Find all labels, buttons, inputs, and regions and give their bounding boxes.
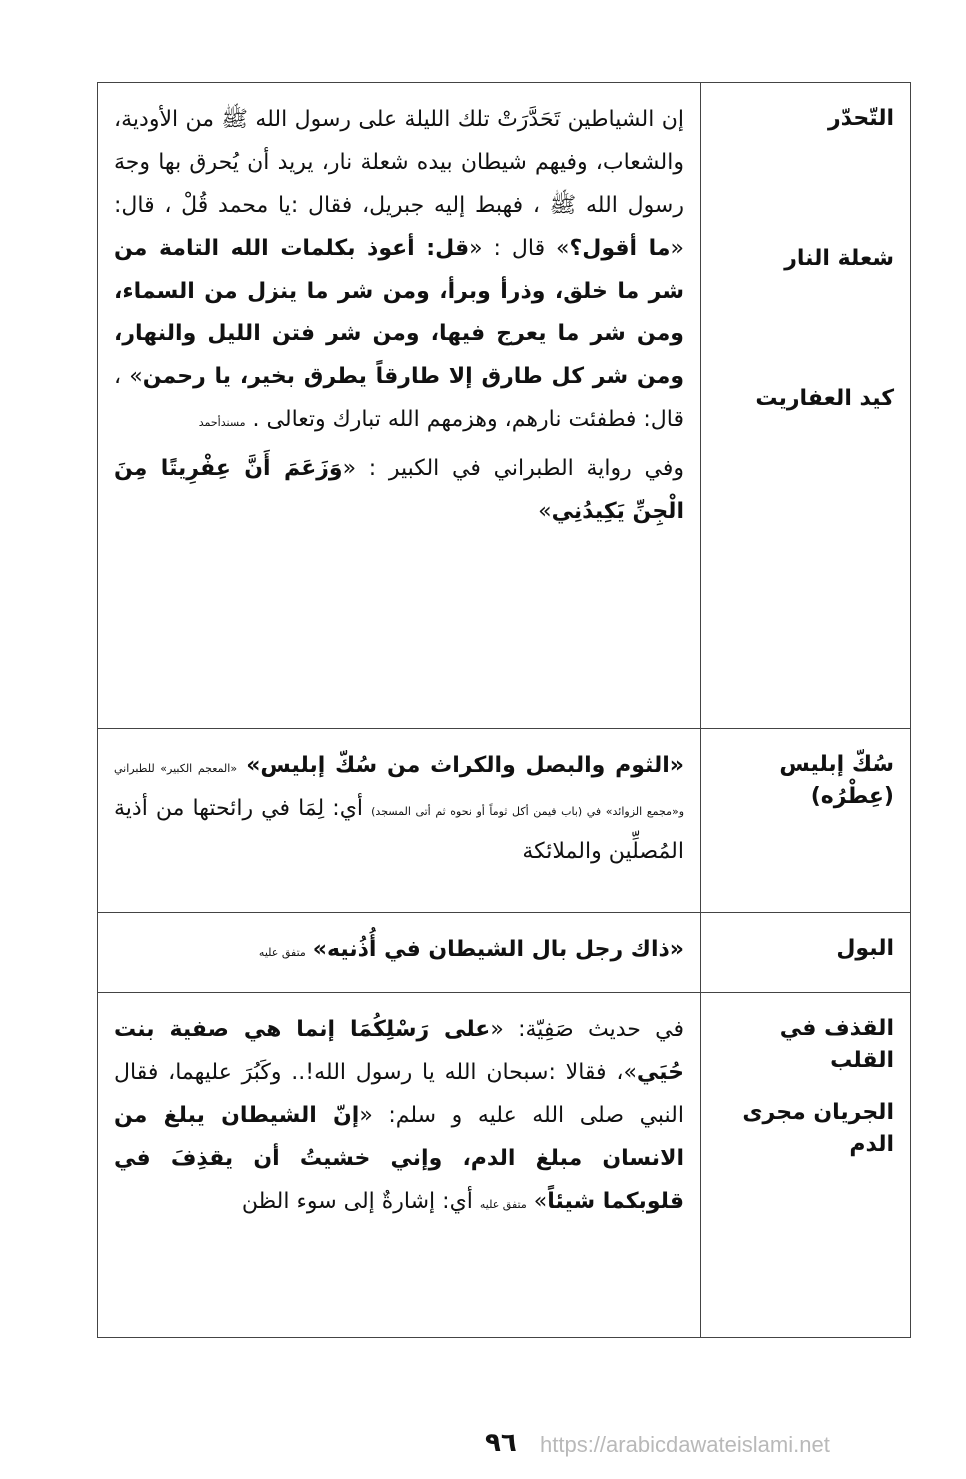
row-text-cell — [98, 83, 701, 729]
text-span: في حديث صَفِيّة: « — [490, 1017, 684, 1042]
source-note: متفق عليه — [479, 1197, 527, 1211]
text-span: »، فقالا :سبحان الله يا رسول الله!.. وكَبُرَ عليهما، فقال النبي صلى الله عليه و سلم: « — [114, 1059, 684, 1128]
row-label: التّحدّر — [827, 106, 894, 131]
row-text-cell — [98, 993, 701, 1338]
text-span: » — [538, 499, 552, 525]
row-label-cell — [701, 83, 911, 729]
paragraph — [114, 1009, 684, 1223]
row-label-cell — [701, 993, 911, 1338]
hadith-quote: ما أقول؟ — [569, 235, 671, 261]
paragraph — [114, 745, 684, 874]
table-row — [98, 913, 911, 993]
table-row — [98, 83, 911, 729]
row-label-cell — [701, 729, 911, 913]
content-table — [97, 82, 911, 1338]
table-row — [98, 993, 911, 1338]
text-span: » قال : « — [469, 235, 570, 261]
text-span: أي: إشارةٌ إلى سوء الظن — [241, 1188, 480, 1214]
hadith-quote: على رَسْلِكُمَا إنما هي صفية بنت حُيَي — [114, 1017, 684, 1085]
source-note: متفق عليه — [258, 946, 306, 959]
row-label: الجريان مجرى الدم — [742, 1099, 894, 1157]
source-note: مسندأحمد — [198, 416, 246, 430]
row-text-cell — [98, 729, 701, 913]
text-span: وفي رواية الطبراني في الكبير : « — [342, 456, 684, 482]
text-span: إن الشياطين تَحَدَّرَتْ تلك الليلة على رسول الله ﷺ من الأودية، والشعاب، وفيهم شيطان بيده شعلة نار، يريد أن يُحرق بها وجهَ رسول الله ﷺ ، فهبط إليه جبريل، فقال :يا محمد قُلْ ، قال: « — [114, 107, 684, 261]
watermark-url: https://arabicdawateislami.net — [540, 1432, 830, 1457]
row-label: شعلة النار — [784, 245, 894, 271]
row-label-cell — [701, 913, 911, 993]
text-span: » ، قال: فطفئت نارهم، وهزمهم الله تبارك وتعالى . — [114, 364, 684, 433]
text-span: » — [533, 1188, 548, 1214]
text-span: أي: لِمَا في رائحتها من أذية المُصلِّين والملائكة — [114, 795, 684, 864]
hadith-quote: «الثوم والبصل والكراث من سُكّ إبليس» — [246, 753, 684, 778]
hadith-quote: إنّ الشيطان يبلغ من الانسان مبلغ الدم، وإني خشيتُ أن يقذِفَ في قلوبكما شيئاً — [114, 1102, 684, 1214]
paragraph — [114, 448, 684, 534]
hadith-quote: «ذاك رجل بال الشيطان في أُذُنيه» — [312, 937, 684, 962]
page-footer — [0, 1428, 966, 1464]
row-text-cell — [98, 913, 701, 993]
table-row — [98, 729, 911, 913]
paragraph — [114, 99, 684, 442]
hadith-quote: قل: أعوذ بكلمات الله التامة من شر ما خلق، وذرأ وبرأ، ومن شر ما ينزل من السماء، ومن شر ما يعرج فيها، ومن شر فتن الليل والنهار، ومن شر كل طارق إلا طارقاً يطرق بخير، يا رحمن — [114, 235, 684, 390]
page-number: ٩٦ — [485, 1428, 517, 1458]
row-label: القذف في القلب — [779, 1016, 894, 1073]
hadith-quote: وَزَعَمَ أَنَّ عِفْرِيتًا مِنَ الْجِنِّ يَكِيدُنِي — [114, 456, 684, 525]
row-label: البول — [836, 936, 894, 961]
row-label: سُكّ إبليس — [779, 752, 894, 777]
source-note: «المعجم الكبير» للطبراني و«مجمع الزوائد» في (باب فيمن أكل ثوماً أو نحوه ثم أتى المسجد) — [114, 762, 685, 818]
row-label: كيد العفاريت — [755, 385, 894, 411]
paragraph — [114, 929, 684, 972]
row-label: (عِطْرُه) — [810, 783, 894, 809]
